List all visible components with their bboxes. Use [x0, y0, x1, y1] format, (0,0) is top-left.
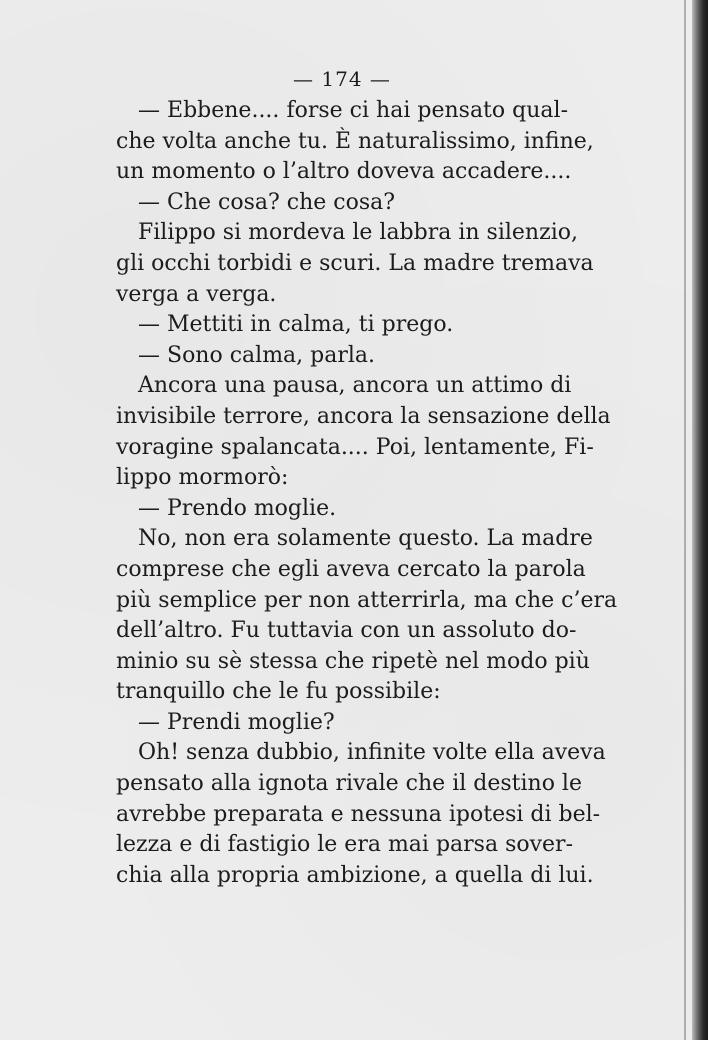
text-line: chia alla propria ambizione, a quella di lui.	[116, 862, 594, 888]
text-line: comprese che egli aveva cercato la parola	[116, 556, 586, 582]
text-line: — Prendo moglie.	[138, 495, 337, 521]
body-text	[116, 96, 618, 891]
page-number: — 174 —	[293, 67, 391, 91]
page-shadow-line	[684, 0, 686, 1040]
text-line: un momento o l’altro doveva accadere....	[116, 159, 572, 185]
book-spine-edge	[692, 0, 708, 1040]
text-line: voragine spalancata.... Poi, lentamente, Fi-	[116, 434, 594, 460]
text-line: — Sono calma, parla.	[138, 342, 376, 368]
text-line: lezza e di fastigio le era mai parsa sover-	[116, 832, 574, 858]
text-line: Filippo si mordeva le labbra in silenzio,	[138, 220, 578, 246]
text-line: — Che cosa? che cosa?	[138, 189, 396, 215]
text-line: gli occhi torbidi e scuri. La madre tremava	[116, 250, 594, 276]
text-line: che volta anche tu. È naturalissimo, infine,	[116, 128, 594, 154]
text-line: dell’altro. Fu tuttavia con un assoluto do-	[116, 618, 577, 644]
text-block	[116, 62, 618, 891]
text-line: tranquillo che le fu possibile:	[116, 679, 441, 705]
text-line: — Prendi moglie?	[138, 709, 335, 735]
text-line: — Mettiti in calma, ti prego.	[138, 312, 454, 338]
text-line: No, non era solamente questo. La madre	[138, 526, 593, 552]
text-line: Ancora una pausa, ancora un attimo di	[138, 373, 572, 399]
text-line: pensato alla ignota rivale che il destino le	[116, 771, 582, 797]
text-line: più semplice per non atterrirla, ma che c’era	[116, 587, 618, 613]
text-line: — Ebbene.... forse ci hai pensato qual-	[138, 98, 568, 123]
text-line: verga a verga.	[116, 281, 277, 307]
text-line: Oh! senza dubbio, infinite volte ella aveva	[138, 740, 606, 766]
text-line: minio su sè stessa che ripetè nel modo più	[116, 648, 590, 674]
text-line: lippo mormorò:	[116, 465, 289, 491]
text-line: invisibile terrore, ancora la sensazione della	[116, 403, 611, 429]
text-line: avrebbe preparata e nessuna ipotesi di bel-	[116, 801, 601, 827]
